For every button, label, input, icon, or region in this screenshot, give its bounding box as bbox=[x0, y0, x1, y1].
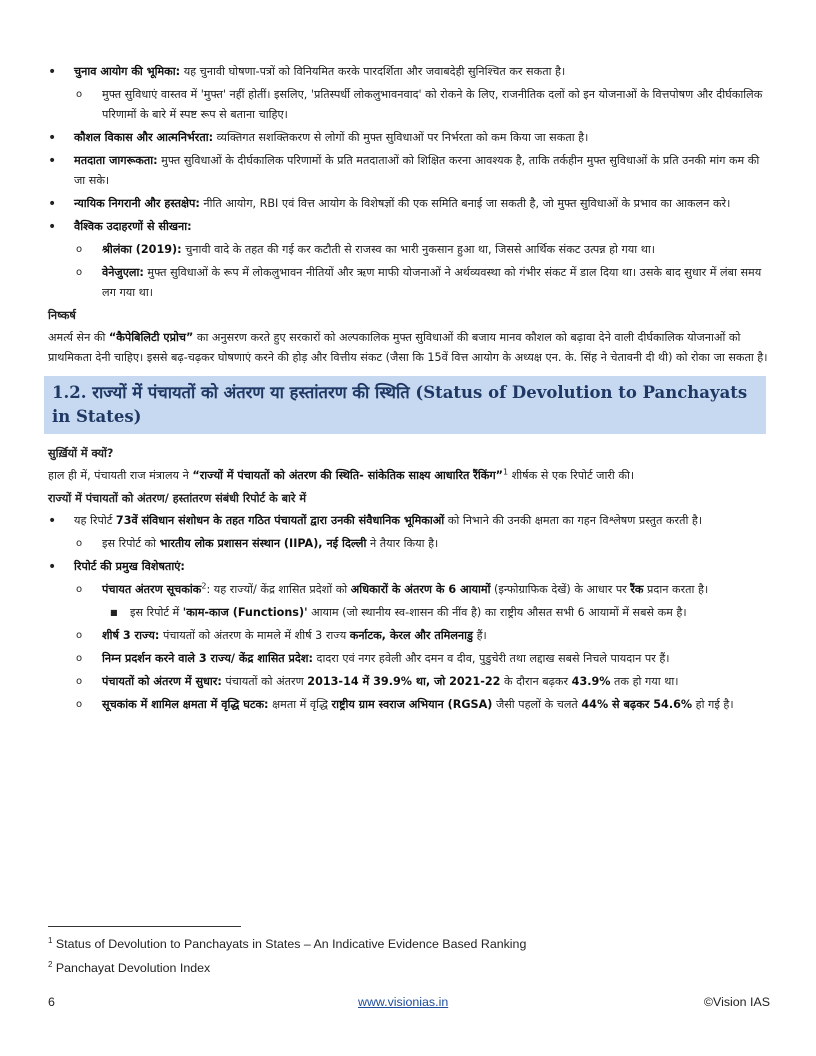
circle-bullet-icon: o bbox=[76, 267, 83, 278]
bullet-icon: • bbox=[48, 130, 57, 146]
sub-list-item: o निम्न प्रदर्शन करने वाले 3 राज्य/ केंद्र शासित प्रदेश: दादरा एवं नगर हवेली और दमन व दीव, पुडुचेरी तथा लद्दाख सबसे निचले पायदान पर हैं। bbox=[48, 649, 770, 669]
about-report-heading: राज्यों में पंचायतों को अंतरण/ हस्तांतरण संबंधी रिपोर्ट के बारे में bbox=[48, 492, 307, 505]
circle-bullet-icon: o bbox=[76, 630, 83, 641]
circle-bullet-icon: o bbox=[76, 538, 83, 549]
report-list bbox=[48, 511, 770, 715]
footnotes bbox=[48, 932, 770, 980]
item-text: चुनावी वादे के तहत की गई कर कटौती से राजस्व का भारी नुकसान हुआ था, जिससे आर्थिक संकट उत्पन्न हो गया था। bbox=[181, 243, 656, 256]
sub-list-item bbox=[48, 240, 770, 260]
sub-list-item: o पंचायतों को अंतरण में सुधार: पंचायतों को अंतरण 2013-14 में 39.9% था, जो 2021-22 के दौरान बढ़कर 43.9% तक हो गया था। bbox=[48, 672, 770, 692]
list-item bbox=[48, 128, 770, 148]
sub-list-item: o शीर्ष 3 राज्य: पंचायतों को अंतरण के मामले में शीर्ष 3 राज्य कर्नाटक, केरल और तमिलनाडु हैं। bbox=[48, 626, 770, 646]
sub-list-item: o इस रिपोर्ट को भारतीय लोक प्रशासन संस्थान (IIPA), नई दिल्ली ने तैयार किया है। bbox=[48, 534, 770, 554]
conclusion-heading: निष्कर्ष bbox=[48, 309, 76, 322]
item-title: मतदाता जागरूकता: bbox=[74, 154, 158, 167]
footnote-ref: 2 bbox=[201, 581, 207, 591]
circle-bullet-icon: o bbox=[76, 584, 83, 595]
item-text: मुफ्त सुविधाओं के दीर्घकालिक परिणामों के प्रति मतदाताओं को शिक्षित करना आवश्यक है, ताकि तर्कहीन मुफ्त सुविधाओं के प्रति उनकी मांग कम की जा सके। bbox=[74, 154, 760, 187]
footnote: $^2$ Panchayat Devolution Index bbox=[48, 959, 211, 975]
sub-list-item bbox=[48, 263, 770, 303]
brand-copyright: ©Vision IAS bbox=[703, 995, 770, 1009]
circle-bullet-icon: o bbox=[76, 676, 83, 687]
item-text: यह चुनावी घोषणा-पत्रों को विनियमित करके पारदर्शिता और जवाबदेही सुनिश्चित कर सकता है। bbox=[180, 65, 566, 78]
circle-bullet-icon: o bbox=[76, 244, 83, 255]
item-text: मुफ्त सुविधाएं वास्तव में 'मुफ्त' नहीं होतीं। इसलिए, 'प्रतिस्पर्धी लोकलुभावनवाद' को रोकने के लिए, राजनीतिक दलों को इन योजनाओं के वित्तपोषण और दीर्घकालिक परिणामों के बारे में स्पष्ट रूप से बताना चाहिए। bbox=[102, 88, 763, 121]
footnote-divider bbox=[48, 926, 241, 927]
bullet-icon: • bbox=[48, 559, 57, 575]
square-bullet-icon: ■ bbox=[110, 608, 118, 617]
item-title: वेनेजुएला: bbox=[102, 266, 144, 279]
circle-bullet-icon: o bbox=[76, 89, 83, 100]
website-link[interactable]: www.visionias.in bbox=[358, 995, 449, 1009]
item-title: श्रीलंका (2019): bbox=[102, 243, 182, 256]
circle-bullet-icon: o bbox=[76, 653, 83, 664]
why-news-paragraph: हाल ही में, पंचायती राज मंत्रालय ने “राज्यों में पंचायतों को अंतरण की स्थिति- सांकेतिक साक्ष्य आधारित रैंकिंग”$^1$ शीर्षक से एक रिपोर्ट जारी की। bbox=[48, 467, 635, 482]
circle-bullet-icon: o bbox=[76, 699, 83, 710]
list-item bbox=[48, 194, 770, 214]
conclusion-paragraph: अमर्त्य सेन की “कैपेबिलिटी एप्रोच” का अनुसरण करते हुए सरकारों को अल्पकालिक मुफ्त सुविधाओं की बजाय मानव कौशल को बढ़ावा देने वाली दीर्घकालिक योजनाओं को प्राथमिकता देनी चाहिए। इससे बढ़-चढ़कर घोषणाएं करने की होड़ और वित्तीय संकट (जैसा कि 15वें वित्त आयोग के अध्यक्ष एन. के. सिंह ने चेतावनी दी थी) को रोका जा सकता है। bbox=[48, 331, 768, 364]
bullet-icon: • bbox=[48, 64, 57, 80]
item-text: व्यक्तिगत सशक्तिकरण से लोगों की मुफ्त सुविधाओं पर निर्भरता को कम किया जा सकता है। bbox=[213, 131, 589, 144]
bullet-icon: • bbox=[48, 196, 57, 212]
item-title: वैश्विक उदाहरणों से सीखना: bbox=[74, 220, 192, 233]
item-title: चुनाव आयोग की भूमिका: bbox=[74, 65, 181, 78]
item-title: कौशल विकास और आत्मनिर्भरता: bbox=[74, 131, 214, 144]
list-item: • रिपोर्ट की प्रमुख विशेषताएं: bbox=[48, 559, 185, 575]
page-number: 6 bbox=[48, 995, 55, 1009]
list-item: • यह रिपोर्ट 73वें संविधान संशोधन के तहत गठित पंचायतों द्वारा उनकी संवैधानिक भूमिकाओं को निभाने की उनकी क्षमता का गहन विश्लेषण प्रस्तुत करती है। bbox=[48, 513, 703, 529]
sub-list-item bbox=[48, 85, 770, 125]
page-content bbox=[48, 62, 770, 718]
bullet-icon: • bbox=[48, 153, 57, 169]
bullet-icon: • bbox=[48, 513, 57, 529]
sub-sub-list-item: ■ इस रिपोर्ट में 'काम-काज (Functions)' आयाम (जो स्थानीय स्व-शासन की नींव है) का राष्ट्रीय औसत सभी 6 आयामों में सबसे कम है। bbox=[48, 603, 770, 623]
recommendation-list bbox=[48, 62, 770, 303]
item-title: न्यायिक निगरानी और हस्तक्षेप: bbox=[74, 197, 200, 210]
list-item bbox=[48, 217, 770, 237]
sub-list-item: o पंचायत अंतरण सूचकांक$^2$: यह राज्यों/ केंद्र शासित प्रदेशों को अधिकारों के अंतरण के 6 आयामों (इन्फोग्राफिक देखें) के आधार पर रैंक प्रदान करता है। bbox=[48, 580, 770, 600]
list-item bbox=[48, 62, 770, 82]
list-item bbox=[48, 151, 770, 191]
bullet-icon: • bbox=[48, 219, 57, 235]
why-news-heading: सुर्ख़ियों में क्यों? bbox=[48, 447, 114, 460]
footnote-ref: 1 bbox=[503, 467, 509, 477]
sub-list-item: o सूचकांक में शामिल क्षमता में वृद्धि घटक: क्षमता में वृद्धि राष्ट्रीय ग्राम स्वराज अभियान (RGSA) जैसी पहलों के चलते 44% से बढ़कर 54.6% हो गई है। bbox=[48, 695, 770, 715]
item-text: नीति आयोग, RBI एवं वित्त आयोग के विशेषज्ञों की एक समिति बनाई जा सकती है, जो मुफ्त सुविधाओं के प्रभाव का आकलन करे। bbox=[199, 197, 731, 210]
footnote: $^1$ Status of Devolution to Panchayats in States – An Indicative Evidence Based Ranking bbox=[48, 935, 527, 951]
section-title: 1.2. राज्यों में पंचायतों को अंतरण या हस्तांतरण की स्थिति (Status of Devolution to Panchayats in States) bbox=[44, 376, 766, 434]
item-text: मुफ्त सुविधाओं के रूप में लोकलुभावन नीतियों और ऋण माफी योजनाओं ने अर्थव्यवस्था को गंभीर संकट में डाल दिया था। उसके बाद सुधार में लंबा समय लग गया था। bbox=[102, 266, 762, 299]
